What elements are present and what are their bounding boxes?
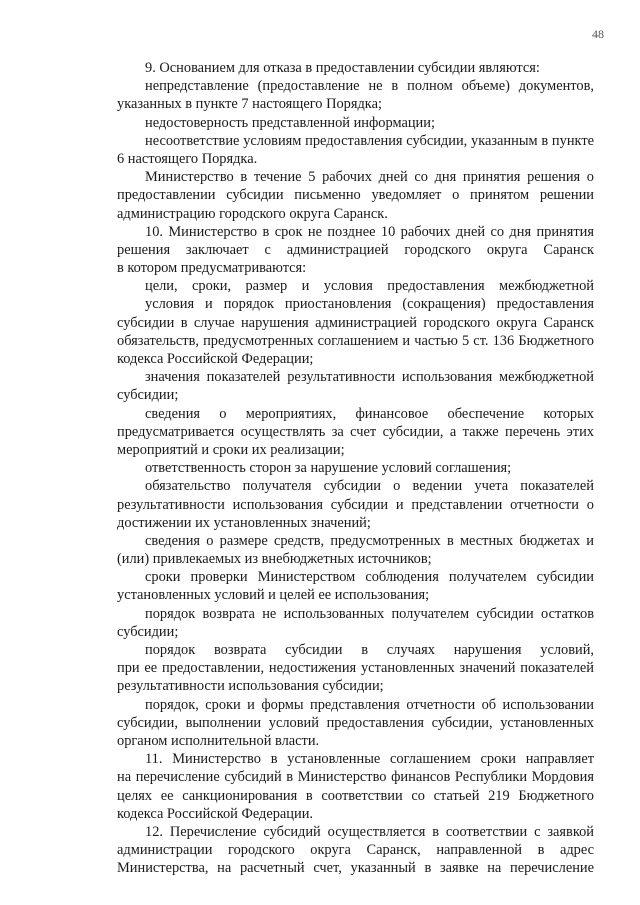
text-line: при ее предоставлении, недостижения установленных значений показателей [117, 660, 594, 677]
text-line: 10. Министерство в срок не позднее 10 рабочих дней со дня принятия [145, 223, 594, 240]
text-line: субсидии; [117, 623, 179, 640]
text-line: цели, сроки, размер и условия предоставления межбюджетной [145, 278, 594, 295]
text-line: субсидии; [117, 387, 179, 404]
text-line: Министерства, на расчетный счет, указанный в заявке на перечисление [117, 860, 594, 877]
text-line: несоответствие условиям предоставления субсидии, указанным в пункте [145, 132, 594, 149]
text-line: порядок, сроки и формы представления отчетности об использовании [145, 696, 594, 713]
text-line: кодекса Российской Федерации. [117, 805, 314, 822]
text-line: мероприятий и сроки их реализации; [117, 441, 345, 458]
text-line: в котором предусматриваются: [117, 260, 307, 277]
text-line: 12. Перечисление субсидий осуществляется в соответствии с заявкой [145, 823, 594, 840]
text-line: сроки проверки Министерством соблюдения получателем субсидии [145, 569, 594, 586]
text-line: недостоверность представленной информации; [145, 114, 435, 131]
text-line: ответственность сторон за нарушение условий соглашения; [145, 460, 512, 477]
text-line: результативности использования субсидии; [117, 678, 384, 695]
text-line: целях ее санкционирования в соответствии со статьей 219 Бюджетного [117, 787, 594, 804]
text-line: обязательство получателя субсидии о ведении учета показателей [145, 478, 594, 495]
text-line: достижении их установленных значений; [117, 514, 371, 531]
text-line: кодекса Российской Федерации; [117, 351, 314, 367]
text-line: значения показателей результативности использования межбюджетной [145, 369, 594, 386]
text-line: обязательств, предусмотренных соглашением и частью 5 ст. 136 Бюджетного [117, 332, 594, 349]
text-line: установленных условий и целей ее использования; [117, 587, 430, 604]
page-number: 48 [592, 27, 604, 41]
text-line: решения заключает с администрацией городского округа Саранск [117, 241, 594, 258]
text-line: 6 настоящего Порядка. [117, 150, 258, 167]
text-line: органом исполнительной власти. [117, 732, 320, 749]
text-line: предоставлении субсидии письменно уведомляет о принятом решении [117, 187, 594, 204]
text-line: порядок возврата субсидии в случаях нарушения условий, [145, 642, 594, 658]
text-line: порядок возврата не использованных получателем субсидии остатков [145, 605, 594, 622]
text-line: непредставление (предоставление не в полном объеме) документов, [145, 78, 594, 95]
text-line: администрации городского округа Саранск, направленной в адрес [117, 842, 594, 859]
text-line: сведения о размере средств, предусмотренных в местных бюджетах и [145, 532, 594, 549]
text-line: Министерство в течение 5 рабочих дней со дня принятия решения о [145, 169, 594, 186]
text-line: субсидии в случае нарушения администрацией городского округа Саранск [117, 314, 594, 331]
body-text [117, 59, 594, 877]
text-line: администрацию городского округа Саранск. [117, 205, 388, 222]
text-line: 9. Основанием для отказа в предоставлении субсидии являются: [145, 60, 540, 76]
text-line: субсидии, выполнении условий предоставления субсидии, установленных [117, 714, 594, 731]
text-line: предусматривается осуществлять за счет субсидии, а также перечень этих [117, 423, 594, 440]
text-line: сведения о мероприятиях, финансовое обеспечение которых [145, 405, 594, 422]
text-line: указанных в пункте 7 настоящего Порядка; [117, 96, 382, 113]
text-line: 11. Министерство в установленные соглашением сроки направляет [145, 751, 594, 768]
text-line: условия и порядок приостановления (сокращения) предоставления [145, 296, 594, 313]
text-line: (или) привлекаемых из внебюджетных источников; [117, 551, 432, 568]
text-line: результативности использования субсидии и представлении отчетности о [117, 496, 594, 513]
text-line: на перечисление субсидий в Министерство финансов Республики Мордовия [117, 769, 594, 786]
